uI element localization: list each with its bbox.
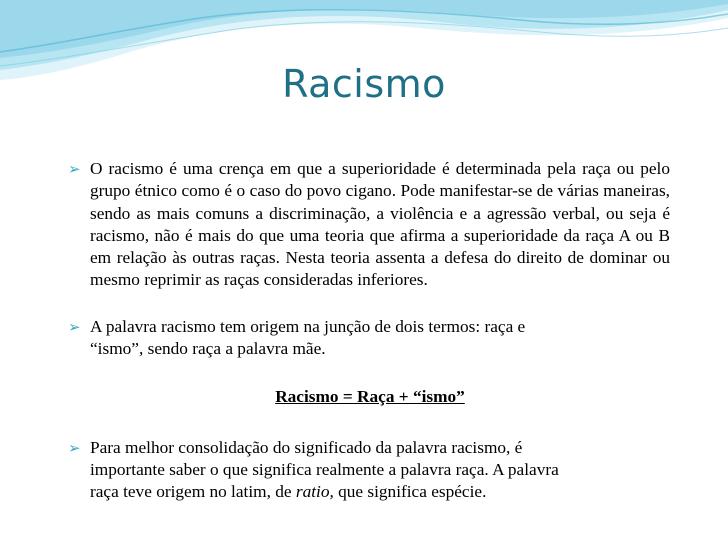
bullet-text-line <box>90 481 670 503</box>
slide-title: Racismo <box>282 62 446 106</box>
slide-content <box>70 158 670 504</box>
bullet-text: O racismo é uma crença em que a superioridade é determinada pela raça ou pelo grupo étnico como é o caso do povo cigano. Pode manifestar-se de várias maneiras, sendo as mais comuns a discriminação, a violência e a agressão verbal, ou seja é racismo, não é mais do que uma teoria que afirma a superioridade da raça A ou B em relação às outras raças. Nesta teoria assenta a defesa do direito de dominar ou mesmo reprimir as raças consideradas inferiores. <box>90 159 670 290</box>
bullet-text-line: Para melhor consolidação do significado da palavra racismo, é <box>90 437 523 457</box>
bullet-arrow-icon: ➢ <box>68 438 81 457</box>
spacer <box>70 292 670 316</box>
latin-word: ratio, <box>295 482 334 502</box>
formula: Racismo = Raça + “ismo” <box>275 387 465 407</box>
bullet-word-origin <box>70 316 670 361</box>
bullet-arrow-icon: ➢ <box>68 317 81 336</box>
bullet-arrow-icon: ➢ <box>68 160 81 178</box>
bullet-text-line: importante saber o que significa realmente a palavra raça. A palavra <box>90 459 559 479</box>
bullet-text-line: “ismo”, sendo raça a palavra mãe. <box>90 339 326 359</box>
bullet-text-line: A palavra racismo tem origem na junção de dois termos: raça e <box>90 316 526 336</box>
bullet-racism-definition <box>70 158 670 292</box>
bullet-race-meaning <box>70 437 670 504</box>
bullet-text-part: raça teve origem no latim, de <box>90 482 296 502</box>
bullet-text-part: que significa espécie. <box>333 482 487 502</box>
